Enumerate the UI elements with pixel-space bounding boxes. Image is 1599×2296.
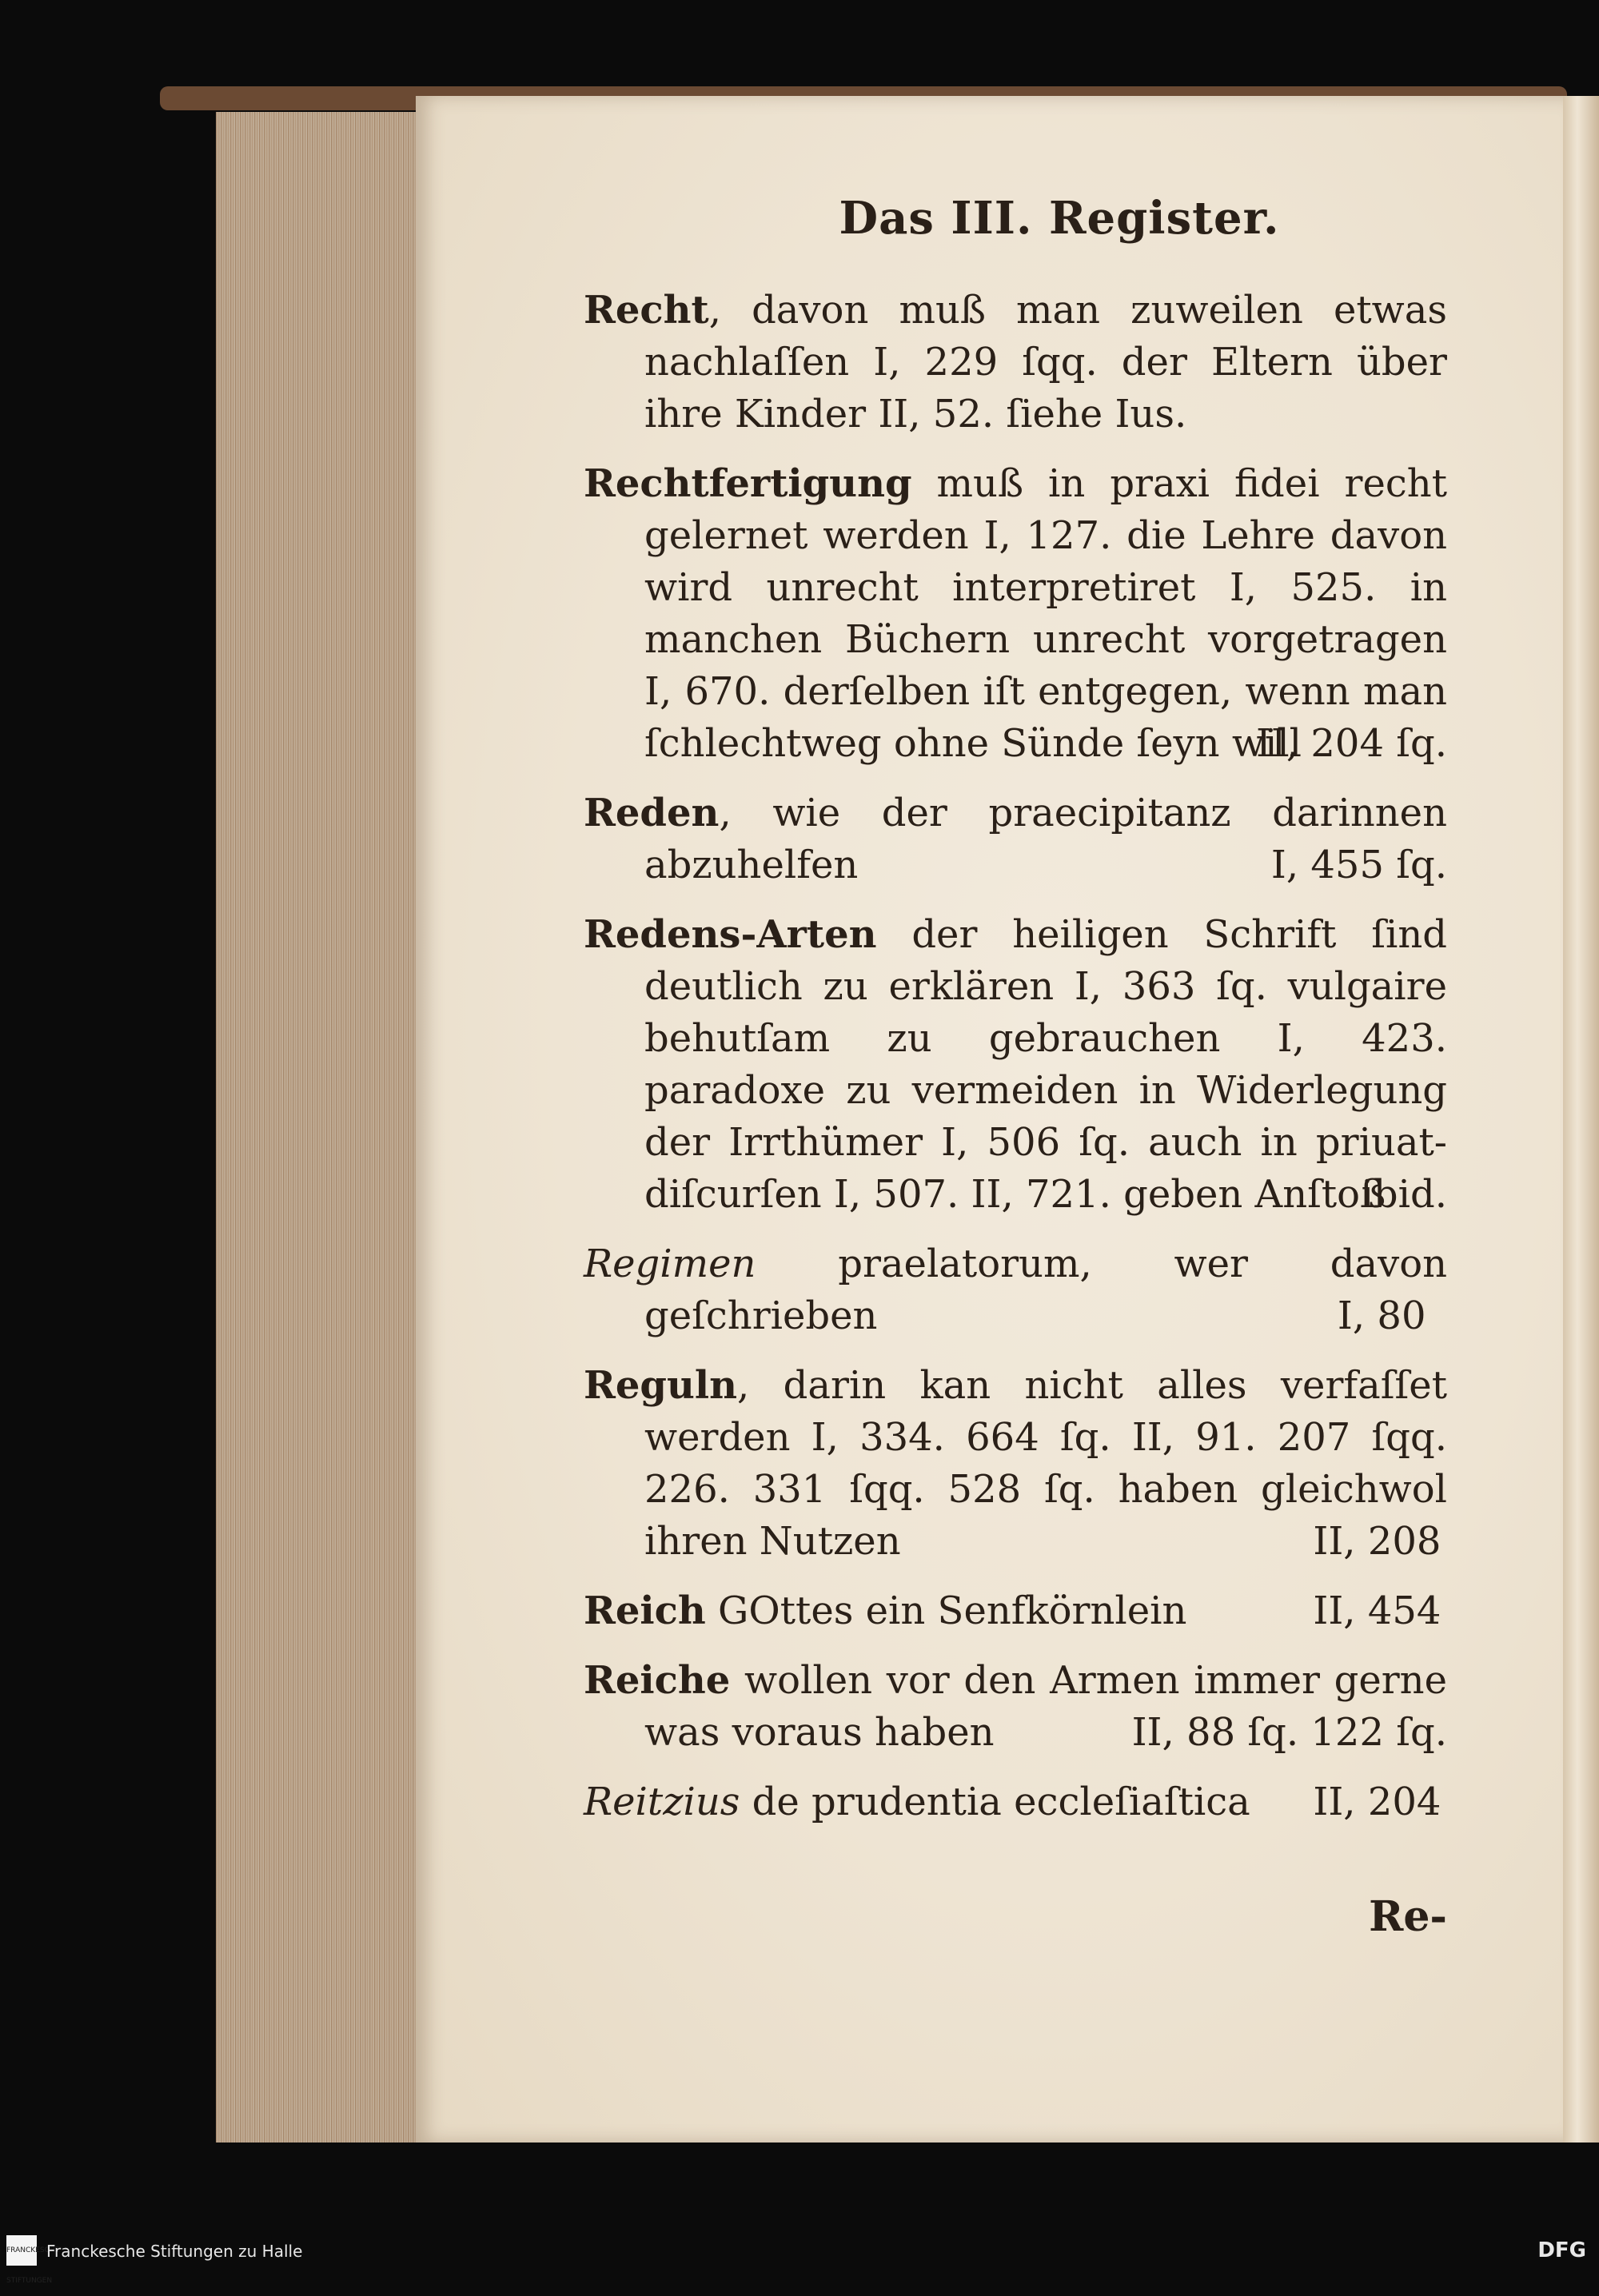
entry-head: Reden <box>584 791 720 835</box>
entry-text: de prudentia eccleſiaſtica <box>740 1780 1250 1824</box>
entry-ref: I, 80 <box>1337 1293 1426 1338</box>
entry-text: wollen vor den Armen immer gerne was voraus haben <box>644 1658 1447 1755</box>
entry-head: Regimen <box>584 1242 756 1286</box>
entry-head: Recht <box>584 288 709 333</box>
entry-ref: II, 204 ſq. <box>1255 721 1447 766</box>
entry-text: , darin kan nicht alles verfaſſet werden I, 334. 664 ſq. II, 91. 207 ſqq. 226. 331 ſqq. 528 ſq. haben gleichwol ihren Nutzen <box>644 1363 1447 1564</box>
dfg-badge: DFG <box>1537 2238 1586 2262</box>
index-entry <box>584 1238 1447 1342</box>
entry-head: Rechtfertigung <box>584 461 912 506</box>
index-entry <box>584 1360 1447 1568</box>
entry-ref: II, 204 <box>1313 1780 1441 1824</box>
viewer-footer <box>0 2232 1599 2285</box>
index-entry <box>584 1655 1447 1759</box>
entry-ref: II, 88 ſq. 122 ſq. <box>1131 1710 1447 1755</box>
index-entry <box>584 285 1447 440</box>
index-entry <box>584 458 1447 770</box>
institution-logo: FRANCKESCHE STIFTUNGEN <box>6 2235 37 2266</box>
running-head: Das III. Register. <box>839 192 1280 245</box>
entry-text: , davon muß man zuweilen etwas nachlaſſen I, 229 ſqq. der Eltern über ihre Kinder II, 52. ſiehe Ius. <box>644 288 1447 436</box>
entry-text: GOttes ein Senfkörnlein <box>705 1588 1187 1633</box>
entry-ref: I, 455 ſq. <box>1270 843 1447 887</box>
institution-name: Franckesche Stiftungen zu Halle <box>46 2242 303 2261</box>
catchword: Re- <box>1369 1892 1447 1941</box>
index-entry <box>584 909 1447 1221</box>
entry-head: Redens-Arten <box>584 912 877 957</box>
index-entry <box>584 1585 1447 1637</box>
entry-head: Reitzius <box>584 1780 740 1824</box>
entry-text: praelatorum, wer davon geſchrieben <box>644 1242 1447 1338</box>
page-block-leaves <box>216 112 416 2143</box>
entry-head: Reich <box>584 1588 706 1633</box>
entry-head: Reguln <box>584 1363 738 1408</box>
entry-text: der heiligen Schrift ſind deutlich zu erklären I, 363 ſq. vulgaire behutſam zu gebrauchen I, 423. paradoxe zu vermeiden in Widerlegung der Irrthümer I, 506 ſq. auch in priuat-diſcurſen I, 507. II, 721. geben Anſtoß <box>644 912 1447 1217</box>
index-entry <box>584 787 1447 891</box>
entry-text: , wie der praecipitanz darinnen abzuhelfen <box>644 791 1447 887</box>
entry-text: muß in praxi fidei recht gelernet werden I, 127. die Lehre davon wird unrecht interpretiret I, 525. in manchen Büchern unrecht vorgetragen I, 670. derſelben iſt entgegen, wenn man ſchlechtweg ohne Sünde ſeyn will <box>644 461 1447 766</box>
index-entry <box>584 1776 1447 1828</box>
next-page-edge <box>1563 96 1599 2143</box>
entry-head: Reiche <box>584 1658 731 1703</box>
entry-ref: II, 208 <box>1313 1519 1441 1564</box>
entry-ref: II, 454 <box>1313 1588 1441 1633</box>
entry-ref: ibid. <box>1361 1172 1447 1217</box>
page-content <box>584 192 1447 1941</box>
